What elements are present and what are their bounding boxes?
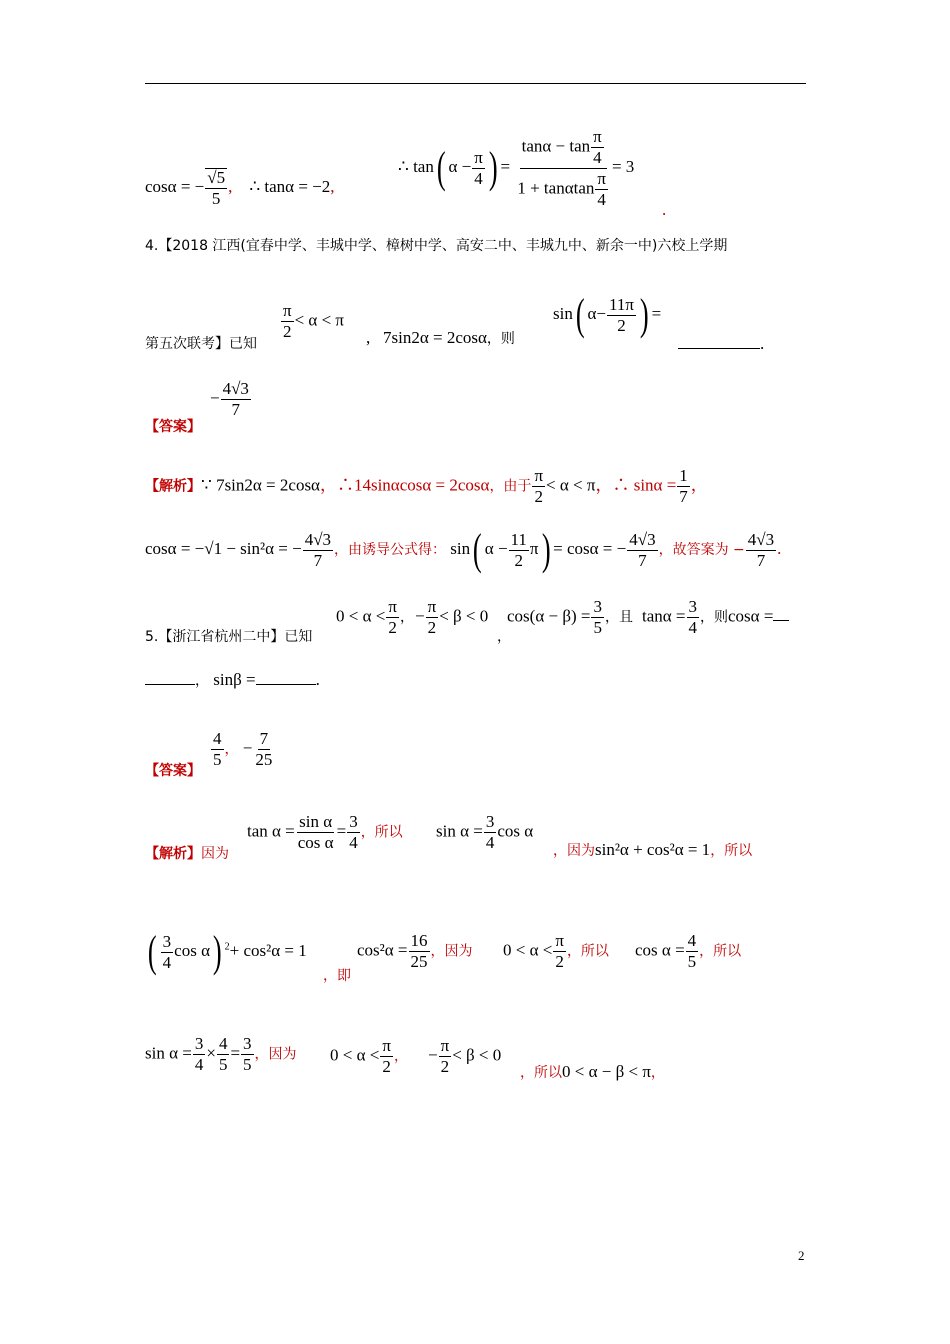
- analysis5-ji: ，即: [323, 968, 351, 984]
- header-rule: [145, 83, 806, 84]
- p5-cond4: tanα = $\frac{3}{4}$ ，则cosα =: [642, 598, 789, 637]
- p4-header2: 第五次联考】已知: [145, 336, 257, 352]
- analysis5-r2: − $\frac{\pi}{2}$ < β < 0: [428, 1036, 502, 1076]
- analysis5-range: 0 < α < $\frac{\pi}{2}$ ，所以: [503, 931, 609, 971]
- analysis4-line1: 【解析】∵ 7sin2α = 2cosα，∴14sinαcosα = 2cosα，由于 $\frac{\pi}{2}$ < α < π，∴ sinα = $\frac{1}{7}$ ，: [145, 466, 708, 506]
- analysis4-line2: cosα = −√1 − sin²α = − $\frac{4√3}{7}$ ，由诱导公式得： sin( α − $\frac{11}{2}$ π) = cosα = − $\frac{4√3}{7}$ ，故答案为 − $\frac{4√3}{7}$ .: [145, 525, 782, 574]
- answer4-value: − $\frac{4√3}{7}$: [210, 379, 249, 419]
- page-number: 2: [798, 1248, 805, 1263]
- analysis5-final: ，所以0 < α − β < π，: [520, 1062, 665, 1081]
- answer5-values: $\frac{4}{5}$ ， − $\frac{7}{25}$: [213, 729, 273, 769]
- p4-blank: .: [678, 334, 764, 354]
- answer5-label: 【答案】: [145, 763, 201, 779]
- p5-cond2: − $\frac{\pi}{2}$ < β < 0: [415, 597, 489, 637]
- p5-cond3: cos(α − β) = $\frac{3}{5}$ ，且: [507, 597, 633, 637]
- p4-header: 4.【2018 江西(宜春中学、丰城中学、樟树中学、高安二中、丰城九中、新余一中)六校上学期: [145, 238, 728, 254]
- analysis5-tan: tan α = $\frac{\text{sin α}}{\text{cos α}}$ = $\frac{3}{4}$ ，所以: [247, 812, 403, 852]
- answer4-label: 【答案】: [145, 419, 201, 435]
- p4-eq: , 7sin2α = 2cosα，则: [366, 328, 515, 347]
- p5-comma: ，: [497, 629, 511, 645]
- analysis5-cos-eq: cos α = $\frac{4}{5}$ ，所以: [635, 931, 742, 971]
- p4-condition: $\frac{\pi}{2}$ < α < π: [283, 301, 345, 341]
- analysis5-line3: sin α = $\frac{3}{4}$ × $\frac{4}{5}$ = $\frac{3}{5}$ ，因为: [145, 1034, 297, 1074]
- p5-label: 5.【浙江省杭州二中】已知: [145, 629, 313, 645]
- analysis5-sin-eq: sin α = $\frac{3}{4}$ cos α: [436, 812, 534, 852]
- p3-tan-identity: ∴ tan( α − $\frac{\pi}{4}$ ) = tanα − tan $\frac{\pi}{4}$ 1 + tanαtan $\frac{\pi}{4}$ = 3: [398, 127, 635, 209]
- analysis5-cos2: cos²α = $\frac{16}{25}$ ，因为: [357, 931, 473, 971]
- p4-sin-expr: sin( α− $\frac{11\pi}{2}$ ) =: [553, 290, 662, 339]
- p5-line2: ， sinβ = .: [145, 670, 320, 690]
- p3-cos-line: cosα = − $\frac{√5}{5}$ , ∴ tanα = −2,: [145, 168, 335, 208]
- analysis5-r1: 0 < α < $\frac{\pi}{2}$ ，: [330, 1036, 408, 1076]
- analysis5-line2: ( $\frac{3}{4}$ cos α) $^2$+ cos²α = 1: [147, 927, 307, 976]
- p5-cond1: 0 < α < $\frac{\pi}{2}$ ，: [336, 597, 414, 637]
- analysis5-identity: ，因为sin²α + cos²α = 1，所以: [553, 840, 753, 859]
- analysis5-line1-label: 【解析】因为: [145, 846, 229, 862]
- p3-period: .: [662, 200, 667, 219]
